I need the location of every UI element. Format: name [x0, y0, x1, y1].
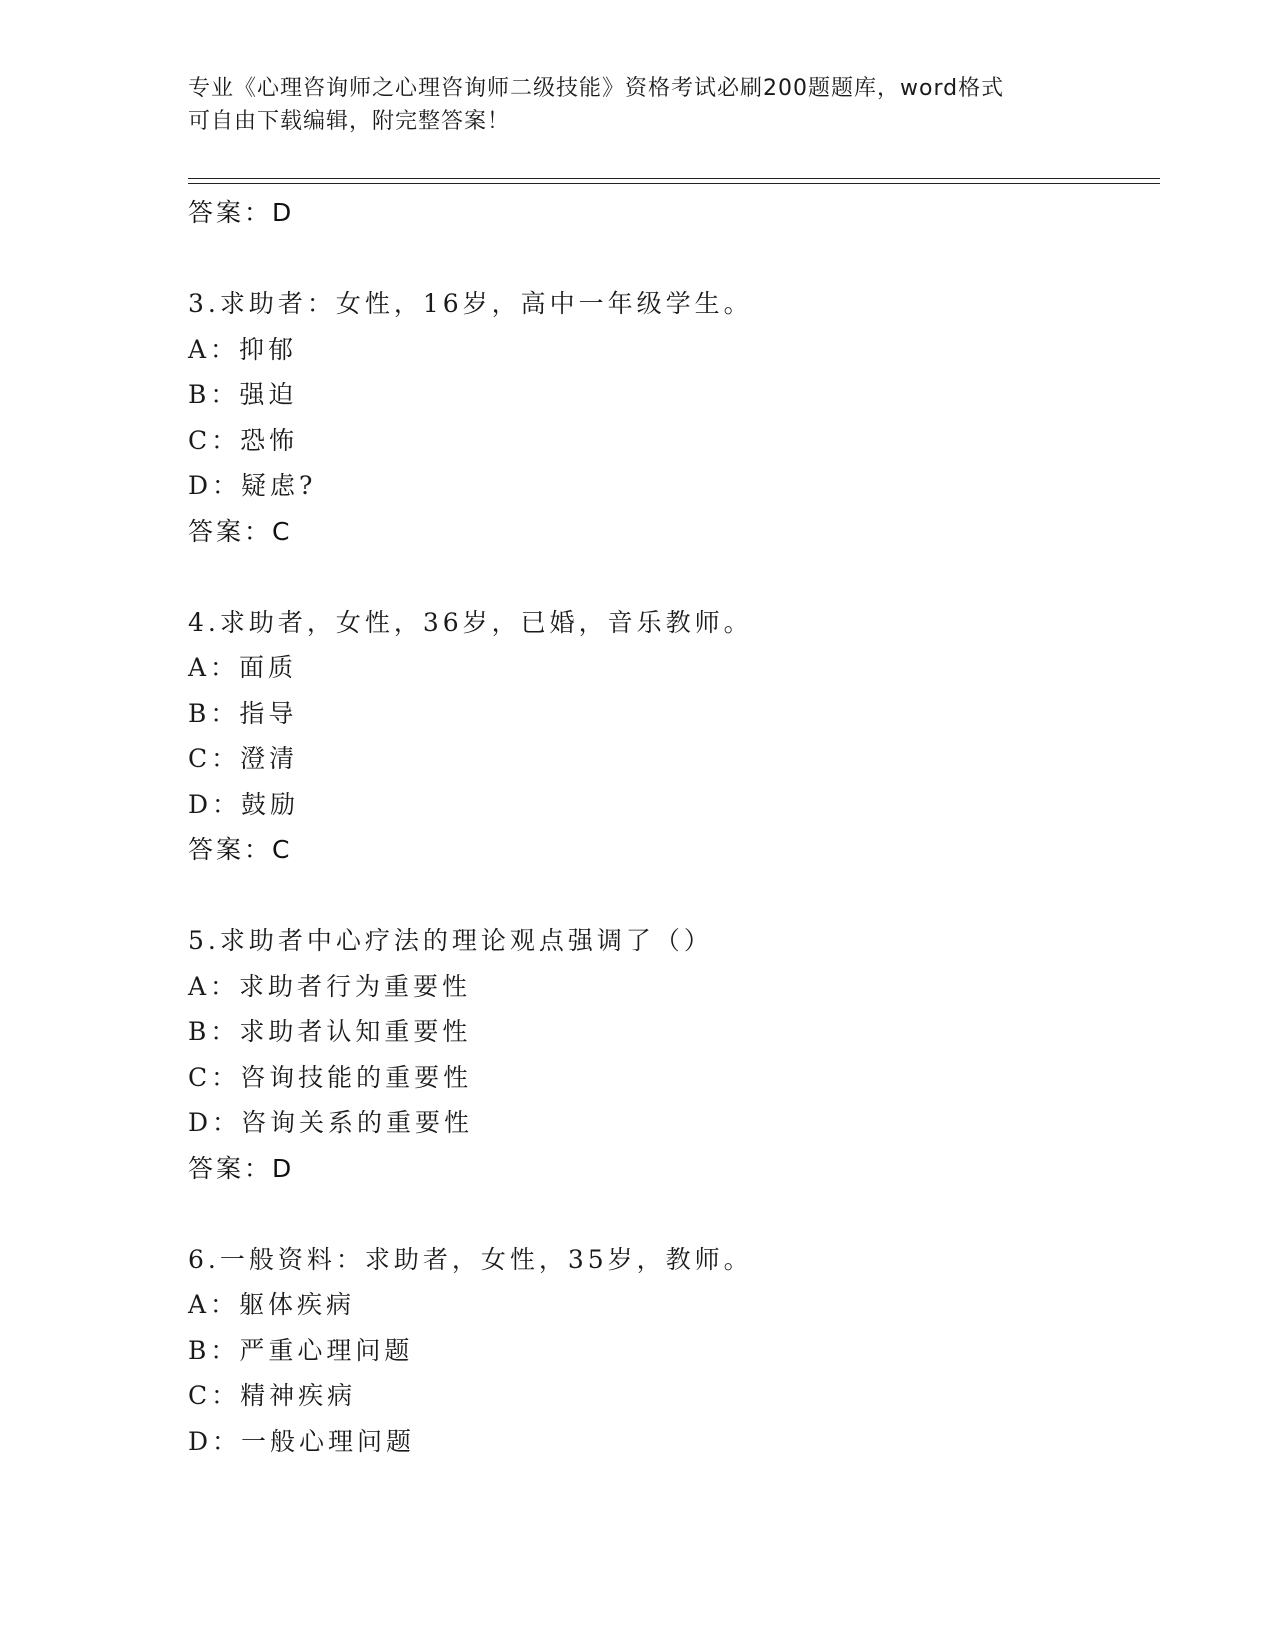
option-b: B：强迫 — [188, 380, 298, 409]
option-c: C：恐怖 — [188, 425, 299, 455]
question-block — [188, 600, 1158, 873]
document-header — [188, 72, 1088, 138]
answer-line: 答案：C — [188, 516, 293, 546]
spacer — [188, 554, 1158, 600]
answer-line: 答案：C — [188, 835, 293, 864]
spacer — [188, 873, 1158, 919]
answer-line: 答案：D — [188, 198, 295, 227]
question-stem: 6.一般资料：求助者，女性，35岁，教师。 — [188, 1244, 753, 1274]
option-d: D：鼓励 — [188, 789, 300, 819]
question-block — [188, 281, 1158, 554]
option-d: D：咨询关系的重要性 — [188, 1108, 474, 1137]
question-stem: 5.求助者中心疗法的理论观点强调了（） — [188, 926, 713, 955]
option-c: C：精神疾病 — [188, 1381, 357, 1410]
header-rule-bottom — [188, 183, 1160, 184]
question-block — [188, 918, 1158, 1191]
spacer — [188, 1191, 1158, 1237]
question-stem: 4.求助者，女性，36岁，已婚，音乐教师。 — [188, 607, 753, 637]
spacer — [188, 236, 1158, 282]
option-b: B：指导 — [188, 698, 298, 728]
option-a: A：抑郁 — [188, 334, 298, 364]
option-c: C：澄清 — [188, 744, 299, 773]
option-b: B：求助者认知重要性 — [188, 1017, 472, 1046]
question-block — [188, 1237, 1158, 1465]
option-d: D：疑虑? — [188, 471, 317, 500]
answer-line: 答案：D — [188, 1153, 295, 1183]
question-stem: 3.求助者：女性，16岁，高中一年级学生。 — [188, 289, 753, 318]
option-a: A：面质 — [188, 653, 298, 682]
option-d: D：一般心理问题 — [188, 1426, 416, 1456]
header-line-1: 专业《心理咨询师之心理咨询师二级技能》资格考试必刷200题题库，word格式 — [188, 76, 1005, 101]
header-line-2: 可自由下载编辑，附完整答案！ — [188, 109, 511, 134]
option-a: A：求助者行为重要性 — [188, 971, 472, 1001]
option-b: B：严重心理问题 — [188, 1335, 414, 1365]
option-c: C：咨询技能的重要性 — [188, 1062, 473, 1092]
option-a: A：躯体疾病 — [188, 1290, 356, 1319]
question-content — [188, 190, 1158, 1464]
header-rule-top — [188, 178, 1160, 179]
